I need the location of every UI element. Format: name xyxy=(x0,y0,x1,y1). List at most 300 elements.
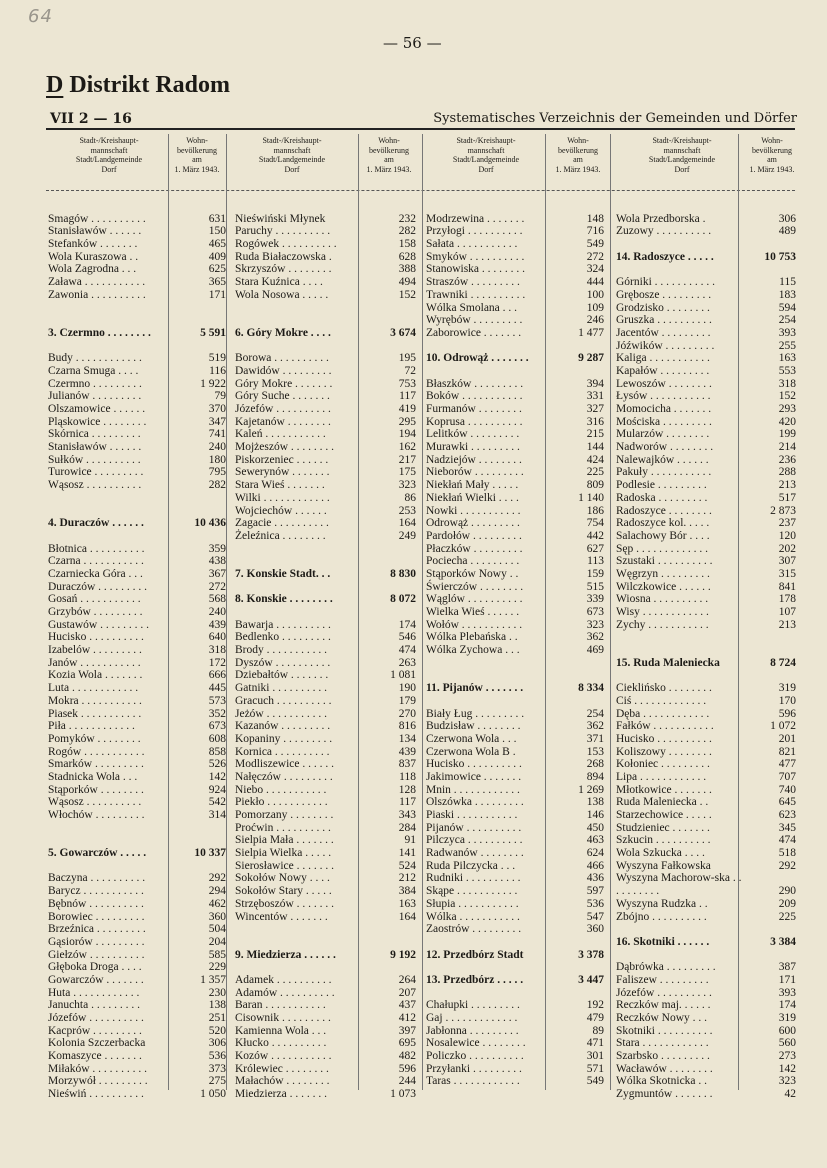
table-row xyxy=(616,403,796,416)
table-row xyxy=(235,289,416,302)
place-name: 16. Skotniki . . . . . . xyxy=(616,935,710,948)
population-value: 331 xyxy=(586,390,604,403)
page-subtitle: Systematisches Verzeichnis der Gemeinden und Dörfer xyxy=(433,111,797,126)
population-value: 339 xyxy=(586,593,604,606)
population-value: 707 xyxy=(778,770,796,783)
population-value: 3 674 xyxy=(390,326,416,339)
table-row xyxy=(48,784,226,797)
place-name: Czermno . . . . . . . . . xyxy=(48,377,142,390)
table-row xyxy=(616,352,796,365)
population-value: 553 xyxy=(778,364,796,377)
table-row xyxy=(235,365,416,378)
place-name: 12. Przedbórz Stadt xyxy=(426,948,524,961)
population-value: 323 xyxy=(586,618,604,631)
population-value: 115 xyxy=(779,276,796,289)
population-value: 324 xyxy=(586,263,604,276)
place-name: Murawki . . . . . . . . . xyxy=(426,441,520,454)
place-name: Góry Suche . . . . . . . xyxy=(235,390,330,403)
table-row xyxy=(616,365,796,378)
place-name: Izabelów . . . . . . . . . xyxy=(48,644,142,657)
place-name: Rogówek . . . . . . . . . . xyxy=(235,238,337,251)
place-name: 9. Miedzierza . . . . . . xyxy=(235,948,336,961)
table-row xyxy=(235,708,416,721)
population-value: 113 xyxy=(587,555,604,568)
table-row xyxy=(48,593,226,606)
place-name: Żeleźnica . . . . . . . . xyxy=(235,529,326,542)
table-row xyxy=(426,860,604,873)
table-row xyxy=(616,771,796,784)
place-name: Czarniecka Góra . . . xyxy=(48,567,143,580)
place-name: Luta . . . . . . . . . . . . xyxy=(48,682,139,695)
table-row xyxy=(235,1063,416,1076)
population-value: 201 xyxy=(778,732,796,745)
place-name: Kamienna Wola . . . xyxy=(235,1024,327,1037)
table-row xyxy=(235,454,416,467)
table-row xyxy=(235,492,416,505)
table-row xyxy=(616,758,796,771)
table-row xyxy=(48,746,226,759)
place-name: Niekłań Wielki . . . . xyxy=(426,491,519,504)
place-name: Borowiec . . . . . . . . . xyxy=(48,910,145,923)
place-name: Borowa . . . . . . . . . . xyxy=(235,352,329,365)
population-value: 272 xyxy=(586,250,604,263)
district-row xyxy=(235,593,416,606)
table-row xyxy=(235,428,416,441)
population-value: 152 xyxy=(398,288,416,301)
population-value: 240 xyxy=(208,441,226,454)
population-value: 175 xyxy=(398,466,416,479)
table-row xyxy=(426,923,604,936)
table-row xyxy=(616,200,796,213)
place-name: Stanisławów . . . . . . xyxy=(48,441,142,454)
place-name: Kazanów . . . . . . . . . xyxy=(235,720,331,733)
place-name: Wola Nosowa . . . . . xyxy=(235,288,329,301)
population-value: 573 xyxy=(208,694,226,707)
table-row xyxy=(426,746,604,759)
table-row xyxy=(48,441,226,454)
table-row xyxy=(426,619,604,632)
population-value: 10 436 xyxy=(194,517,226,530)
population-value: 536 xyxy=(208,1050,226,1063)
table-row xyxy=(616,923,796,936)
place-name: Wojciechów . . . . . . xyxy=(235,504,327,517)
population-value: 315 xyxy=(778,567,796,580)
population-value: 1 073 xyxy=(390,1088,416,1101)
population-value: 225 xyxy=(778,910,796,923)
table-row xyxy=(616,695,796,708)
population-value: 666 xyxy=(208,669,226,682)
population-value: 585 xyxy=(208,948,226,961)
header-population: Wohn- bevölkerung am 1. März 1943. xyxy=(749,136,795,174)
table-row xyxy=(235,479,416,492)
place-name: Gatniki . . . . . . . . . . xyxy=(235,682,327,695)
population-value: 393 xyxy=(778,326,796,339)
top-rule xyxy=(46,128,795,130)
table-row xyxy=(48,200,226,213)
place-name: Stara Wieś . . . . . . . xyxy=(235,479,325,492)
population-value: 117 xyxy=(399,796,416,809)
table-row xyxy=(48,809,226,822)
place-name: Ruda Maleniecka . . xyxy=(616,796,709,809)
table-row xyxy=(426,454,604,467)
table-row xyxy=(235,822,416,835)
place-name: Kozów . . . . . . . . . . . xyxy=(235,1050,332,1063)
population-value: 240 xyxy=(208,606,226,618)
place-name: Kopaniny . . . . . . . . . xyxy=(235,732,333,745)
table-row xyxy=(235,898,416,911)
place-name: Komaszyce . . . . . . . xyxy=(48,1050,142,1063)
table-row xyxy=(616,898,796,911)
place-name: Proćwin . . . . . . . . . . xyxy=(235,821,331,834)
table-row xyxy=(235,505,416,518)
place-name: Trawniki . . . . . . . . . . xyxy=(426,288,526,301)
table-row xyxy=(48,1037,226,1050)
place-name: Skotniki . . . . . . . . . . xyxy=(616,1024,713,1037)
place-name: Piaski . . . . . . . . . . . xyxy=(426,809,518,821)
table-row xyxy=(48,898,226,911)
population-value: 323 xyxy=(398,479,416,492)
table-row xyxy=(616,834,796,847)
table-row xyxy=(235,860,416,873)
table-row xyxy=(235,733,416,746)
place-name: Świerczów . . . . . . . . xyxy=(426,580,524,593)
table-row xyxy=(48,1075,226,1088)
population-value: 10 753 xyxy=(764,250,796,263)
population-value: 673 xyxy=(586,606,604,618)
place-name: Jakimowice . . . . . . . xyxy=(426,770,522,783)
population-value: 202 xyxy=(778,542,796,555)
place-name: Wąsosz . . . . . . . . . . xyxy=(48,479,142,492)
table-row xyxy=(426,517,604,530)
table-row xyxy=(235,378,416,391)
place-name: 5. Gowarczów . . . . . xyxy=(48,847,147,860)
place-name: Faliszew . . . . . . . . . xyxy=(616,973,709,986)
population-value: 319 xyxy=(778,1012,796,1025)
population-value: 741 xyxy=(208,428,226,441)
place-name: Szkucin . . . . . . . . . . xyxy=(616,834,711,847)
table-row xyxy=(426,1050,604,1063)
population-value: 524 xyxy=(398,859,416,872)
table-row xyxy=(48,669,226,682)
population-value: 409 xyxy=(208,250,226,263)
place-name: Sewerynów . . . . . . . xyxy=(235,466,330,479)
table-row xyxy=(48,530,226,543)
table-row xyxy=(235,352,416,365)
population-value: 72 xyxy=(404,364,416,377)
table-row xyxy=(616,441,796,454)
place-name: Wyszyna Fałkowska xyxy=(616,859,711,872)
table-row xyxy=(616,568,796,581)
place-name: Zaostrów . . . . . . . . . xyxy=(426,923,522,936)
population-value: 179 xyxy=(398,694,416,707)
table-row xyxy=(235,758,416,771)
table-row xyxy=(616,961,796,974)
place-name: Pląskowice . . . . . . . . xyxy=(48,415,147,428)
place-name: Radwanów . . . . . . . . xyxy=(426,847,524,860)
population-value: 282 xyxy=(208,479,226,492)
place-name: 10. Odrowąż . . . . . . . xyxy=(426,352,529,365)
table-row xyxy=(48,428,226,441)
table-row xyxy=(426,695,604,708)
place-name: Wyszyna Machorow-ska . . . . . . . . . . xyxy=(616,872,742,898)
population-value: 164 xyxy=(398,910,416,923)
table-row xyxy=(48,466,226,479)
table-row xyxy=(426,758,604,771)
population-value: 600 xyxy=(778,1024,796,1037)
place-name: Wielka Wieś . . . . . . xyxy=(426,606,520,618)
population-value: 180 xyxy=(208,453,226,466)
table-row xyxy=(48,949,226,962)
place-name: Sokołów Nowy . . . . xyxy=(235,872,330,885)
population-value: 162 xyxy=(398,441,416,454)
table-row xyxy=(48,390,226,403)
population-value: 272 xyxy=(208,580,226,593)
table-row xyxy=(616,314,796,327)
place-name: Czerwona Wola B . xyxy=(426,745,516,758)
place-name: Lewoszów . . . . . . . . xyxy=(616,377,712,390)
place-name: Grzybów . . . . . . . . . xyxy=(48,606,143,618)
place-name: 14. Radoszyce . . . . . xyxy=(616,250,714,263)
population-value: 474 xyxy=(778,834,796,847)
district-row xyxy=(426,682,604,695)
table-row xyxy=(235,720,416,733)
table-row xyxy=(616,974,796,987)
table-row xyxy=(48,555,226,568)
population-value: 628 xyxy=(398,250,416,263)
district-row xyxy=(48,517,226,530)
table-row xyxy=(426,568,604,581)
table-row xyxy=(235,771,416,784)
place-name: Budzisław . . . . . . . . xyxy=(426,720,521,733)
table-row xyxy=(48,758,226,771)
place-name: Mokra . . . . . . . . . . . xyxy=(48,694,142,707)
table-row xyxy=(616,225,796,238)
population-value: 194 xyxy=(398,428,416,441)
place-name: Kornica . . . . . . . . . . xyxy=(235,745,330,758)
population-value: 146 xyxy=(586,809,604,821)
place-name: Kaliga . . . . . . . . . . . xyxy=(616,352,710,365)
population-value: 178 xyxy=(778,593,796,606)
place-name: Baczyna . . . . . . . . . . xyxy=(48,872,146,885)
population-value: 199 xyxy=(778,428,796,441)
population-value: 469 xyxy=(586,644,604,657)
header-place-name: Stadt-/Kreishaupt- mannschaft Stadt/Landgemeinde Dorf xyxy=(452,136,520,174)
place-name: Fałków . . . . . . . . . . . xyxy=(616,720,714,733)
place-name: Zychy . . . . . . . . . . . xyxy=(616,618,709,631)
population-value: 183 xyxy=(778,288,796,301)
table-row xyxy=(426,492,604,505)
population-value: 10 337 xyxy=(194,847,226,860)
place-name: Gosań . . . . . . . . . . . xyxy=(48,593,141,606)
table-row xyxy=(616,378,796,391)
table-row xyxy=(616,911,796,924)
population-value: 549 xyxy=(586,238,604,251)
table-row xyxy=(616,581,796,594)
table-row xyxy=(48,1063,226,1076)
place-name: Płaczków . . . . . . . . . xyxy=(426,542,523,555)
table-row xyxy=(426,276,604,289)
population-value: 754 xyxy=(586,517,604,530)
population-value: 450 xyxy=(586,821,604,834)
table-row xyxy=(616,809,796,822)
population-value: 795 xyxy=(208,466,226,479)
population-value: 171 xyxy=(208,288,226,301)
table-row xyxy=(48,263,226,276)
place-name: Momocicha . . . . . . . xyxy=(616,403,712,415)
table-row xyxy=(426,340,604,353)
table-row xyxy=(426,428,604,441)
table-row xyxy=(616,213,796,226)
population-value: 273 xyxy=(778,1050,796,1063)
table-row xyxy=(235,923,416,936)
place-name: Radoszyce kol. . . . . xyxy=(616,517,710,530)
table-row xyxy=(426,1012,604,1025)
place-name: Szustaki . . . . . . . . . . xyxy=(616,555,713,568)
place-name: Zaława . . . . . . . . . . . xyxy=(48,276,146,289)
population-value: 695 xyxy=(398,1037,416,1050)
table-row xyxy=(235,302,416,315)
population-value: 809 xyxy=(586,479,604,492)
place-name: Zawonia . . . . . . . . . . xyxy=(48,288,146,301)
table-row xyxy=(616,238,796,251)
population-value: 894 xyxy=(586,770,604,783)
place-name: Zbójno . . . . . . . . . . xyxy=(616,910,707,923)
population-value: 246 xyxy=(586,314,604,327)
place-name: Adamek . . . . . . . . . . xyxy=(235,973,332,986)
place-name: Olszamowice . . . . . . xyxy=(48,403,146,415)
population-value: 517 xyxy=(778,491,796,504)
table-row xyxy=(426,441,604,454)
place-name: Pomorzany . . . . . . . . xyxy=(235,809,334,821)
table-row xyxy=(48,568,226,581)
table-row xyxy=(48,961,226,974)
place-name: Wilczkowice . . . . . . xyxy=(616,580,711,593)
table-row xyxy=(616,479,796,492)
population-value: 284 xyxy=(398,821,416,834)
population-value: 474 xyxy=(398,644,416,657)
table-row xyxy=(616,593,796,606)
population-value: 282 xyxy=(398,225,416,238)
table-row xyxy=(235,872,416,885)
population-value: 1 922 xyxy=(200,377,226,390)
place-name: Gowarczów . . . . . . . xyxy=(48,973,144,986)
place-name: Niebo . . . . . . . . . . . xyxy=(235,783,327,796)
table-row xyxy=(235,225,416,238)
population-value: 388 xyxy=(398,263,416,276)
table-row xyxy=(616,619,796,632)
place-name: Wólka Zychowa . . . xyxy=(426,644,520,657)
place-name: Nosalewice . . . . . . . . xyxy=(426,1037,526,1050)
place-name: Wąglów . . . . . . . . . . xyxy=(426,593,523,606)
place-name: Młotkowice . . . . . . . xyxy=(616,783,712,796)
population-value: 142 xyxy=(208,770,226,783)
table-row xyxy=(426,555,604,568)
place-name: Stanisławów . . . . . . xyxy=(48,225,142,238)
column-divider xyxy=(610,134,611,1090)
table-row xyxy=(616,733,796,746)
table-row xyxy=(235,669,416,682)
place-name: Odrowąż . . . . . . . . . xyxy=(426,517,520,530)
table-row xyxy=(48,619,226,632)
population-value: 519 xyxy=(208,352,226,365)
header-place-name: Stadt-/Kreishaupt- mannschaft Stadt/Landgemeinde Dorf xyxy=(648,136,716,174)
table-row xyxy=(426,796,604,809)
place-name: Rogów . . . . . . . . . . . xyxy=(48,745,145,758)
table-row xyxy=(48,302,226,315)
place-name: Hucisko . . . . . . . . . . xyxy=(616,732,712,745)
population-value: 370 xyxy=(208,403,226,415)
place-name: Studzieniec . . . . . . . xyxy=(616,821,710,834)
table-row xyxy=(235,1012,416,1025)
table-row xyxy=(426,505,604,518)
place-name: Wola Przedborska . xyxy=(616,212,706,225)
table-row xyxy=(426,238,604,251)
table-row xyxy=(48,822,226,835)
population-value: 159 xyxy=(586,567,604,580)
place-name: Barycz . . . . . . . . . . . xyxy=(48,885,144,898)
table-row xyxy=(426,593,604,606)
table-row xyxy=(616,860,796,873)
table-row xyxy=(48,225,226,238)
place-name: Wołów . . . . . . . . . . . xyxy=(426,618,523,631)
population-value: 5 591 xyxy=(200,326,226,339)
table-row xyxy=(235,746,416,759)
table-row xyxy=(48,644,226,657)
place-name: Brzeźnica . . . . . . . . . xyxy=(48,923,146,936)
population-value: 3 384 xyxy=(770,935,796,948)
population-value: 79 xyxy=(214,390,226,403)
table-row xyxy=(616,530,796,543)
population-value: 288 xyxy=(778,466,796,479)
place-name: 8. Konskie . . . . . . . . xyxy=(235,593,333,606)
table-row xyxy=(426,708,604,721)
place-name: Bedlenko . . . . . . . . . xyxy=(235,631,331,644)
population-value: 504 xyxy=(208,923,226,936)
place-name: Błotnica . . . . . . . . . . xyxy=(48,542,145,555)
population-value: 438 xyxy=(208,555,226,568)
population-value: 213 xyxy=(778,618,796,631)
district-row xyxy=(235,568,416,581)
place-name: Nadworów . . . . . . . . xyxy=(616,441,714,454)
place-name: Nowki . . . . . . . . . . . xyxy=(426,504,521,517)
population-value: 306 xyxy=(208,1037,226,1050)
table-row xyxy=(235,809,416,822)
place-name: Małachów . . . . . . . . xyxy=(235,1075,330,1088)
population-value: 439 xyxy=(208,618,226,631)
place-name: Strzęboszów . . . . . . . xyxy=(235,897,335,910)
population-value: 292 xyxy=(778,859,796,872)
population-value: 373 xyxy=(208,1062,226,1075)
place-name: Biały Ług . . . . . . . . . xyxy=(426,707,525,720)
table-row xyxy=(48,340,226,353)
table-row xyxy=(426,898,604,911)
table-row xyxy=(48,492,226,505)
place-name: Wola Kuraszowa . . xyxy=(48,250,139,263)
population-value: 118 xyxy=(399,770,416,783)
place-name: Smarków . . . . . . . . . xyxy=(48,758,144,771)
population-value: 192 xyxy=(586,999,604,1012)
place-name: Nieświński Młynek xyxy=(235,212,326,225)
place-name: 6. Góry Mokre . . . . xyxy=(235,326,331,339)
table-row xyxy=(48,213,226,226)
population-value: 546 xyxy=(398,631,416,644)
population-value: 393 xyxy=(778,986,796,999)
population-value: 471 xyxy=(586,1037,604,1050)
place-name: Dyszów . . . . . . . . . . xyxy=(235,656,331,669)
population-value: 232 xyxy=(398,212,416,225)
population-value: 8 334 xyxy=(578,682,604,695)
place-name: Julianów . . . . . . . . . xyxy=(48,390,142,403)
